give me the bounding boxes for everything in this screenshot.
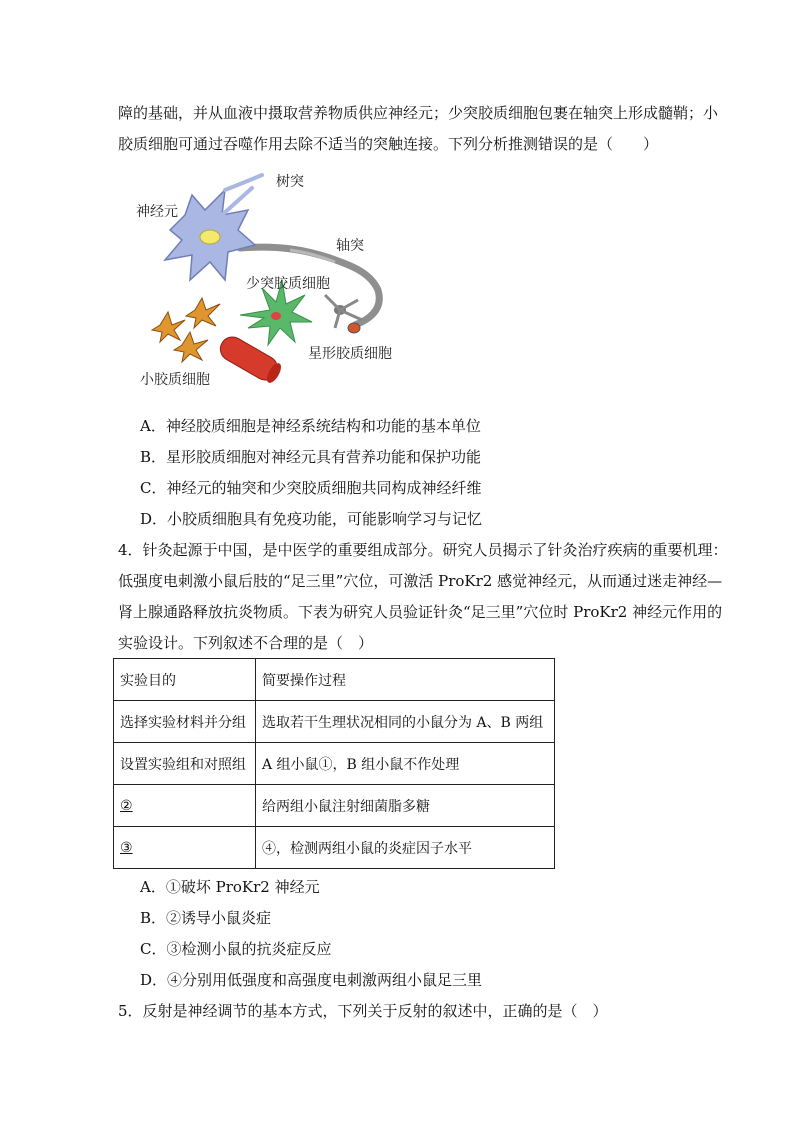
intro-line-1: 障的基础，并从血液中摄取营养物质供应神经元；少突胶质细胞包裹在轴突上形成髓鞘；小	[118, 104, 719, 122]
q3-option-a: A．神经胶质细胞是神经系统结构和功能的基本单位	[140, 417, 481, 435]
table-cell: 设置实验组和对照组	[114, 743, 256, 785]
table-cell: 选择实验材料并分组	[114, 701, 256, 743]
q4-line-1: 4．针灸起源于中国，是中医学的重要组成部分。研究人员揭示了针灸治疗疾病的重要机理：	[118, 541, 728, 559]
experiment-table	[113, 658, 555, 869]
blood-vessel-shape	[216, 333, 284, 386]
axon-terminal	[348, 323, 360, 333]
q3-option-b: B．星形胶质细胞对神经元具有营养功能和保护功能	[140, 448, 482, 466]
table-cell: 选取若干生理状况相同的小鼠分为 A、B 两组	[256, 701, 555, 743]
q3-option-d: D．小胶质细胞具有免疫功能，可能影响学习与记忆	[140, 510, 483, 528]
table-row	[114, 785, 555, 827]
table-cell: A 组小鼠①，B 组小鼠不作处理	[256, 743, 555, 785]
table-row	[114, 659, 555, 701]
q4-line-2: 低强度电刺激小鼠后肢的“足三里”穴位，可激活 ProKr2 感觉神经元，从而通过迷走神经—	[118, 572, 723, 590]
q4-line-3: 肾上腺通路释放抗炎物质。下表为研究人员验证针灸“足三里”穴位时 ProKr2 神经元作用的	[118, 603, 723, 621]
table-cell: ②	[114, 785, 256, 827]
label-dendrite: 树突	[276, 174, 304, 190]
q4-option-c: C．③检测小鼠的抗炎症反应	[140, 940, 332, 958]
label-oligodendrocyte: 少突胶质细胞	[246, 276, 330, 292]
table-row	[114, 701, 555, 743]
neuron-shape	[165, 175, 262, 280]
q5-line-1: 5．反射是神经调节的基本方式，下列关于反射的叙述中，正确的是（ ）	[118, 1002, 608, 1020]
label-microglia: 小胶质细胞	[140, 372, 210, 388]
table-cell: ③	[114, 827, 256, 869]
table-cell: 简要操作过程	[256, 659, 555, 701]
table-cell: 实验目的	[114, 659, 256, 701]
q4-option-a: A．①破坏 ProKr2 神经元	[140, 878, 320, 896]
label-neuron: 神经元	[136, 204, 178, 220]
intro-line-2: 胶质细胞可通过吞噬作用去除不适当的突触连接。下列分析推测错误的是（ ）	[118, 135, 659, 153]
q3-option-c: C．神经元的轴突和少突胶质细胞共同构成神经纤维	[140, 479, 482, 497]
q4-option-b: B．②诱导小鼠炎症	[140, 909, 272, 927]
neuron-nucleus	[200, 230, 220, 244]
q4-line-4: 实验设计。下列叙述不合理的是（ ）	[118, 634, 374, 652]
table-row	[114, 743, 555, 785]
table-row	[114, 827, 555, 869]
table-cell: 给两组小鼠注射细菌脂多糖	[256, 785, 555, 827]
table-cell: ④，检测两组小鼠的炎症因子水平	[256, 827, 555, 869]
label-astrocyte: 星形胶质细胞	[308, 346, 392, 362]
microglia-shape	[152, 298, 220, 362]
neuron-glia-figure	[130, 170, 410, 395]
label-axon: 轴突	[336, 238, 364, 254]
q4-option-d: D．④分别用低强度和高强度电刺激两组小鼠足三里	[140, 971, 483, 989]
